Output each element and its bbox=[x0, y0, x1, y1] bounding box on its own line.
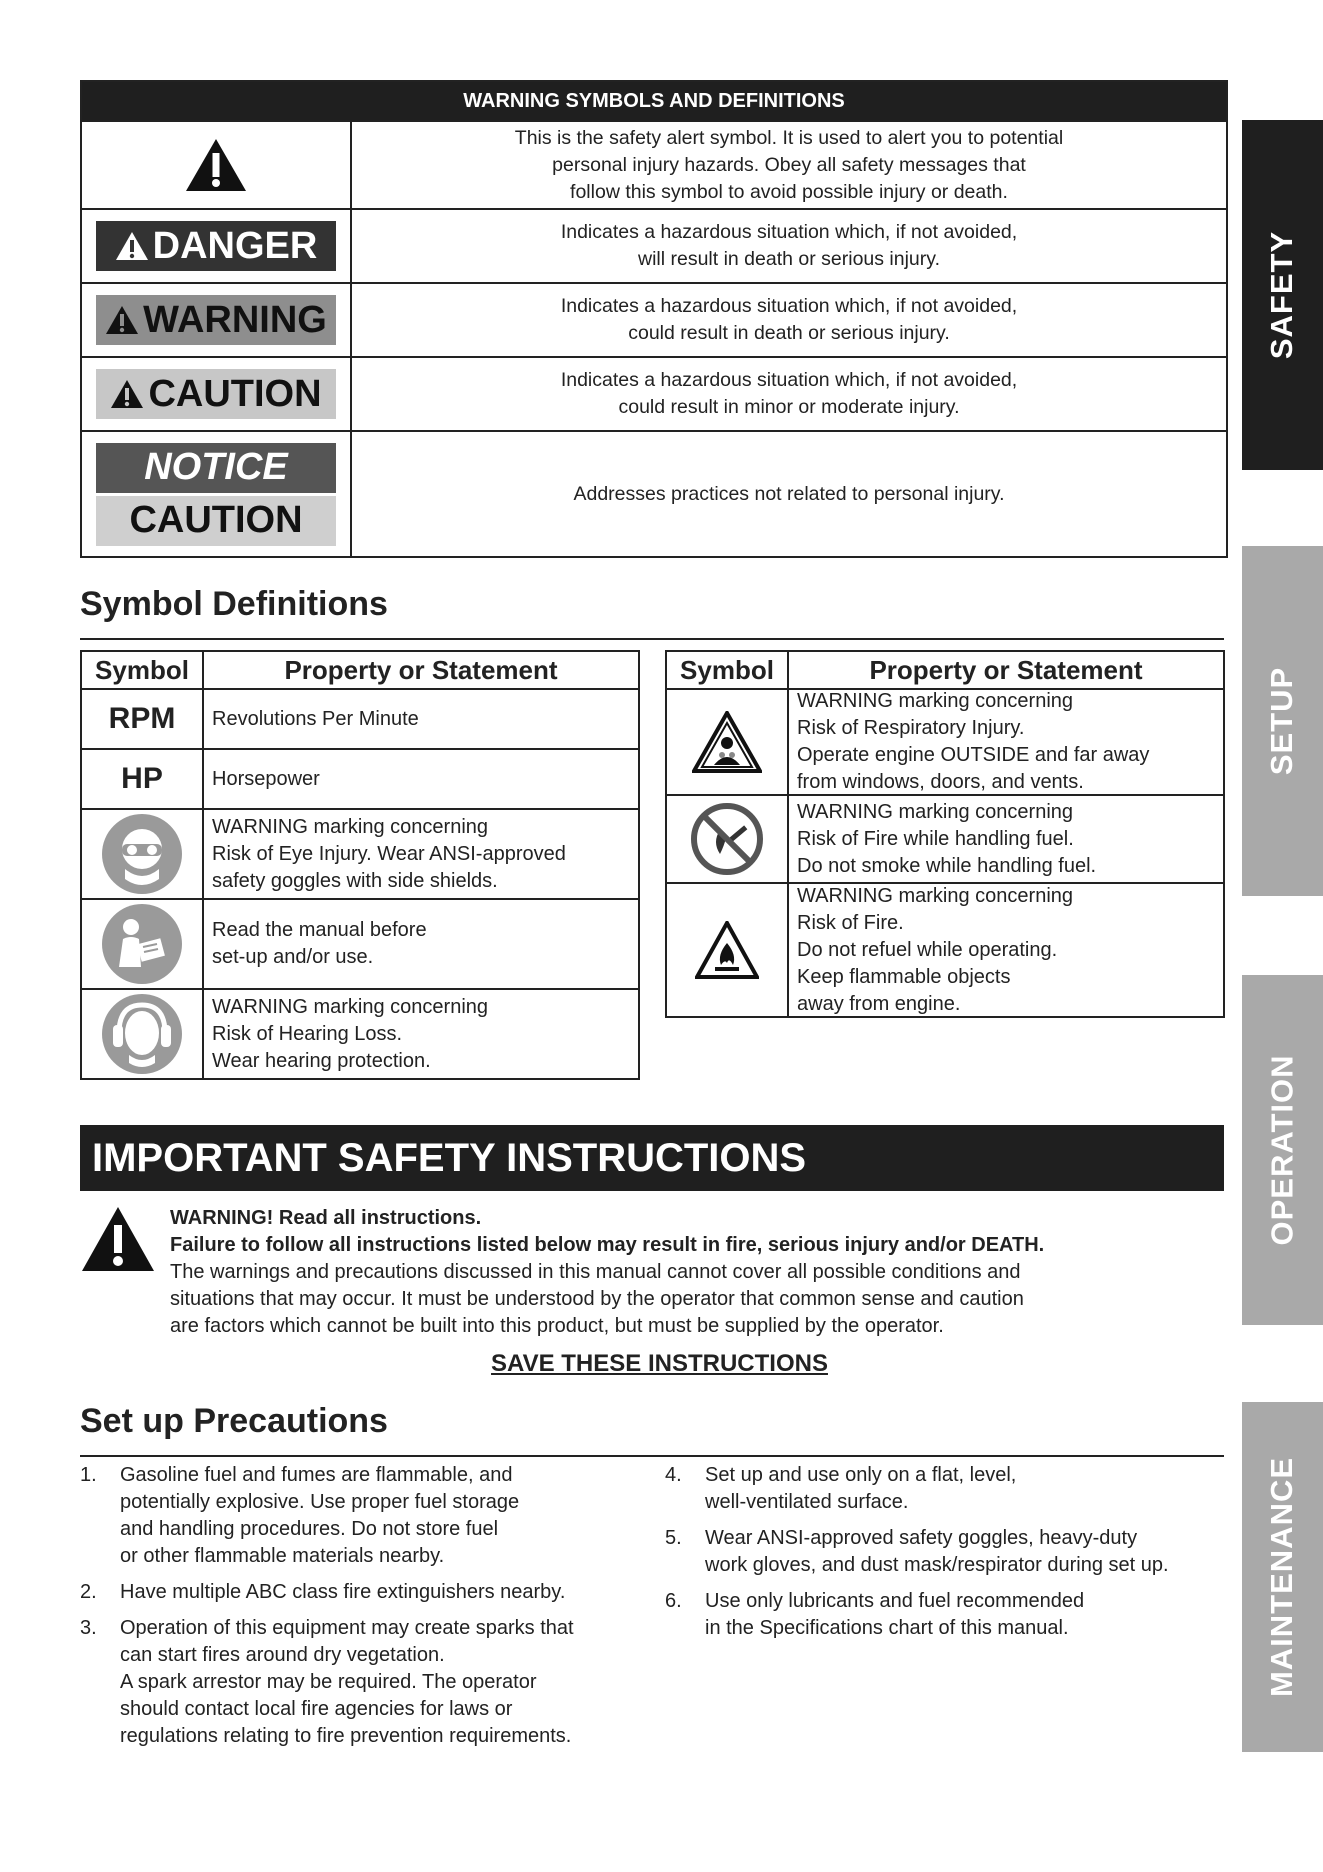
list-item: 6. Use only lubricants and fuel recommended in the Specifications chart of this manual. bbox=[665, 1590, 1085, 1639]
table-row: WARNING marking concerning Risk of Fire while handling fuel. Do not smoke while handling fuel. bbox=[667, 794, 1223, 882]
table-row: Read the manual before set-up and/or use. bbox=[82, 898, 638, 988]
list-item: 3. Operation of this equipment may create sparks that can start fires around dry vegetation. A spark arrestor may be required. The operator should contact local fire agencies for laws or regulations relating to fire prevention requirements. bbox=[80, 1617, 574, 1747]
divider bbox=[80, 1455, 1224, 1457]
important-safety-banner: IMPORTANT SAFETY INSTRUCTIONS bbox=[80, 1125, 1224, 1191]
table-header: Symbol Property or Statement bbox=[667, 652, 1223, 688]
tab-maintenance[interactable]: MAINTENANCE bbox=[1242, 1402, 1323, 1752]
read-manual-icon bbox=[101, 903, 183, 985]
safety-alert-icon bbox=[80, 1205, 156, 1273]
precautions-list-left bbox=[80, 1462, 640, 1759]
list-item: 2. Have multiple ABC class fire extinguishers nearby. bbox=[80, 1581, 566, 1603]
safety-alert-icon bbox=[184, 137, 248, 193]
hearing-protection-icon bbox=[101, 993, 183, 1075]
warning-definition: Indicates a hazardous situation which, if not avoided, could result in death or serious injury. bbox=[560, 295, 1018, 344]
danger-signal-label: DANGER bbox=[96, 221, 336, 271]
caution-signal-label: CAUTION bbox=[96, 369, 336, 419]
notice-definition: Addresses practices not related to personal injury. bbox=[573, 482, 1005, 505]
warning-definition: This is the safety alert symbol. It is used to alert you to potential personal injury hazards. Obey all safety messages that follow this symbol to avoid possible injury or death. bbox=[514, 126, 1064, 203]
warning-row-alert bbox=[82, 120, 1226, 208]
warning-row-warning bbox=[82, 282, 1226, 356]
important-instructions-text: WARNING! Read all instructions. Failure to follow all instructions listed below may result in fire, serious injury and/or DEATH. The warnings and precautions discussed in this manual cannot cover all possible conditions and situations that may occur. It must be understood by the operator that common sense and caution are factors which cannot be built into this product, but must be supplied by the operator. bbox=[170, 1207, 1045, 1337]
list-item: 1. Gasoline fuel and fumes are flammable, and potentially explosive. Use proper fuel storage and handling procedures. Do not store fuel or other flammable materials nearby. bbox=[80, 1464, 520, 1567]
warning-row-notice bbox=[82, 430, 1226, 556]
warning-signal-label: WARNING bbox=[96, 295, 336, 345]
alert-triangle-icon bbox=[110, 379, 144, 409]
precautions-list-right bbox=[665, 1462, 1225, 1651]
notice-signal-label: NOTICE bbox=[96, 443, 336, 493]
warning-symbols-table bbox=[80, 80, 1228, 558]
warning-row-danger bbox=[82, 208, 1226, 282]
tab-setup[interactable]: SETUP bbox=[1242, 546, 1323, 896]
symbol-table-left bbox=[80, 650, 640, 1080]
list-item: 4. Set up and use only on a flat, level, well-ventilated surface. bbox=[665, 1464, 1017, 1513]
table-row: RPM Revolutions Per Minute bbox=[82, 688, 638, 748]
warning-table-title: WARNING SYMBOLS AND DEFINITIONS bbox=[82, 82, 1226, 120]
tab-safety[interactable]: SAFETY bbox=[1242, 120, 1323, 470]
setup-precautions-heading: Set up Precautions bbox=[80, 1402, 388, 1440]
tab-operation[interactable]: OPERATION bbox=[1242, 975, 1323, 1325]
danger-definition: Indicates a hazardous situation which, if not avoided, will result in death or serious injury. bbox=[560, 221, 1018, 270]
table-row: WARNING marking concerning Risk of Fire. Do not refuel while operating. Keep flammable objects away from engine. bbox=[667, 882, 1223, 1016]
alert-triangle-icon bbox=[115, 231, 149, 261]
divider bbox=[80, 638, 1224, 640]
respiratory-hazard-icon bbox=[692, 711, 762, 773]
warning-row-caution bbox=[82, 356, 1226, 430]
goggles-icon bbox=[101, 813, 183, 895]
table-row: WARNING marking concerning Risk of Respiratory Injury. Operate engine OUTSIDE and far away from windows, doors, and vents. bbox=[667, 688, 1223, 794]
table-row: HP Horsepower bbox=[82, 748, 638, 808]
no-smoking-icon bbox=[690, 802, 764, 876]
table-row: WARNING marking concerning Risk of Eye Injury. Wear ANSI-approved safety goggles with side shields. bbox=[82, 808, 638, 898]
save-instructions-heading: SAVE THESE INSTRUCTIONS bbox=[491, 1350, 828, 1377]
fire-hazard-icon bbox=[695, 921, 759, 979]
caution-signal-label: CAUTION bbox=[96, 496, 336, 546]
alert-triangle-icon bbox=[105, 305, 139, 335]
table-header: Symbol Property or Statement bbox=[82, 652, 638, 688]
table-row: WARNING marking concerning Risk of Hearing Loss. Wear hearing protection. bbox=[82, 988, 638, 1078]
symbol-table-right bbox=[665, 650, 1225, 1018]
list-item: 5. Wear ANSI-approved safety goggles, heavy-duty work gloves, and dust mask/respirator during set up. bbox=[665, 1527, 1169, 1576]
symbol-definitions-heading: Symbol Definitions bbox=[80, 585, 388, 623]
caution-definition: Indicates a hazardous situation which, if not avoided, could result in minor or moderate injury. bbox=[560, 369, 1018, 418]
